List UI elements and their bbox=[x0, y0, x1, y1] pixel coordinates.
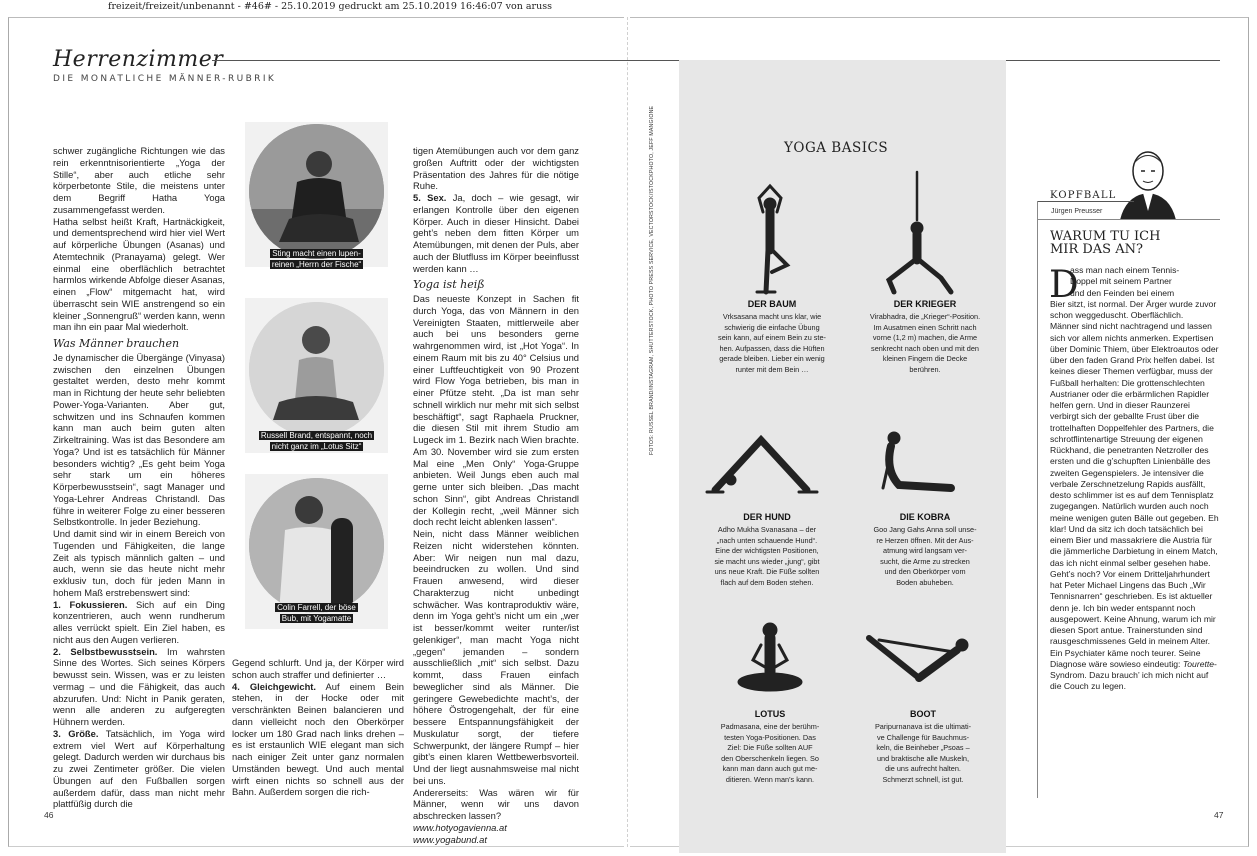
pose-name: BOOT bbox=[910, 709, 936, 719]
list-item-text: Im wahrsten Sinne des Wortes. Sich seines Körpers bewusst sein. Wissen, was er zu leisten vermag – und die Fähigkeit, das auch abzurufen. Und: Nicht in Panik geraten, wenn alle anderen zu aufgeregten Hühnern werden. bbox=[53, 645, 225, 727]
print-slug: freizeit/freizeit/unbenannt - #46# - 25.10.2019 gedruckt am 25.10.2019 16:46:07 von aruss bbox=[108, 1, 552, 12]
photo-russell-brand bbox=[245, 298, 388, 453]
paragraph: Je dynamischer die Übergänge (Vinyasa) zwischen den einzelnen Übungen gestaltet werden, desto mehr kommt man in Richtung der heute sehr beliebten Power-Yoga-Varianten. Aber gut, schwitzen und ins Schnaufen kommen kann man auch beim guten alten Zirkeltraining. Was ist das Besondere am Yoga? Und ist es tatsächlich für Männer besonders wichtig? „Es geht beim Yoga sehr stark um ein höheres Körperbewusstsein“, sagt Manager und Yoga-Lehrer Andreas Christandl. Das führe in weiterer Folge zu einer besseren Selbstkontrolle. In jeder Beziehung. bbox=[53, 351, 225, 528]
photo-colin-farrell bbox=[245, 474, 388, 629]
article-column-2 bbox=[232, 657, 404, 798]
column-border bbox=[1037, 201, 1038, 798]
warrior-pose-illustration bbox=[889, 172, 951, 292]
list-item-text: Ja, doch – wie gesagt, wir erlangen Kontrolle über den eigenen Körper. Auch in dieser Hinsicht. Dabei geht’s neben dem fitten Körper um Atemübungen, mit denen der Puls, aber auch der Blutfluss im Körper beeinflusst werden kann … bbox=[413, 192, 579, 274]
section-subtitle: DIE MONATLICHE MÄNNER-RUBRIK bbox=[53, 74, 277, 84]
pose-name: DIE KOBRA bbox=[899, 512, 951, 522]
list-item bbox=[413, 192, 579, 274]
paragraph: Bier sitzt, ist normal. Der Ärger wurde zuvor schon weggeduscht. Oberflächlich. bbox=[1050, 298, 1217, 320]
photo-sting bbox=[245, 122, 388, 267]
subheading: Was Männer brauchen bbox=[53, 337, 180, 350]
list-item bbox=[53, 599, 225, 646]
pose-name: DER HUND bbox=[743, 512, 791, 522]
column-rule bbox=[1037, 219, 1220, 220]
subheading: Yoga ist heiß bbox=[413, 278, 485, 292]
page-number-right: 47 bbox=[1214, 810, 1224, 820]
list-item-label: 1. Fokussieren. bbox=[53, 598, 128, 610]
paragraph: Das neueste Konzept in Sachen fit durch Yoga, das von Männern in den Vereinigten Staaten, mittlerweile aber auch bei uns besonders gerne wahrgenommen wird, ist „Hot Yoga“. In einem Raum mit bis zu 40° Celsius und einer Luftfeuchtigkeit von 90 Prozent wird Flow Yoga betrieben, bis man in einer Pfütze steht. „Da ist man sehr schnell wirklich nur mehr mit sich selbst beschäftigt“, sagt Raphaela Pruckner, die diesen Stil mit ihrem Studio am Lugeck im 1. Bezirk nach Wien brachte. Am 30. November wird sie zum ersten Mal eine „Men Only“ Yoga-Gruppe anbieten. Weil Jungs eben auch mal gerne unter sich bleiben. „Das macht schon Sinn“, gibt Andreas Christandl der Kollegin recht, „weil Männer sich doch recht leicht ablenken lassen“. bbox=[413, 293, 579, 528]
downward-dog-illustration bbox=[707, 440, 817, 492]
yoga-basics-title: YOGA BASICS bbox=[784, 140, 889, 156]
boat-pose-illustration bbox=[869, 638, 968, 678]
list-item-text: Auf einem Bein stehen, in der Hocke oder mit verschränkten Beinen balancieren und dann vielleicht noch den Oberkörper locker um 180 Grad nach links drehen – es ist erstaunlich WIE elegant man sich nach einiger Zeit unter ganz normalen Umständen bewegt. Und auch mental wirft einen nichts so schnell aus der Bahn. Außerdem sorgen die rich- bbox=[232, 680, 404, 798]
column-label: KOPFBALL bbox=[1050, 190, 1117, 201]
pose-description: Adho Mukha Svanasana – der „nach unten schauende Hund“. Eine der wichtigsten Positionen, sie macht uns wieder „jung“, gibt uns neue Kraft. Die Füße sollten flach auf dem Boden stehen. bbox=[714, 525, 820, 587]
list-item-label: 4. Gleichgewicht. bbox=[232, 680, 317, 692]
paragraph: Nein, nicht dass Männer weiblichen Reizen nicht widerstehen könnten. Aber: Wir neigen nun mal dazu, beeindrucken zu wollen. Und sind Frauen anwesend, wird dieser Charakterzug nicht unbedingt schwächer. Was kontraproduktiv wäre, denn im Yoga geht’s nicht um ein „wer ist besser/kommt weiter runter/ist gelenkiger“, man macht Yoga nicht „gegen“ jemanden – sondern ausschließlich „mit“ sich selbst. Dazu kommt, dass Frauen einfach beweglicher sind als Männer. Die geringere Gewebedichte macht’s, der höhere Östrogengehalt, der für eine bessere Entspannungsfähigkeit der Muskulatur sorgt, der tiefere Schwerpunkt, der längere Rumpf – hier gibt’s einen klaren Wettbewerbsvorteil. Und der liegt ausnahmsweise mal nicht bei uns. bbox=[413, 528, 579, 786]
pose-description: Virabhadra, die „Krieger“-Position. Im Ausatmen einen Schritt nach vorne (1,2 m) machen, die Arme senkrecht nach oben und mit den kleinen Fingern die Decke berühren. bbox=[869, 312, 981, 374]
russell-brand-figure-image bbox=[249, 302, 384, 437]
list-item-label: 2. Selbstbewusstsein. bbox=[53, 645, 158, 657]
article-column-1 bbox=[53, 145, 225, 810]
photo-credit: FOTOS: RUSSEL BRAND/INSTAGRAM, SHUTTERSTOCK, PHOTO PRESS SERVICE, VECTORSTOCK/ISTOCKPHOTO, JEFF MANGIONE bbox=[649, 105, 655, 455]
sting-figure-image bbox=[249, 124, 384, 259]
pose-name: DER KRIEGER bbox=[893, 299, 957, 309]
list-item-label: 3. Größe. bbox=[53, 727, 99, 739]
pose-description: Paripurnanava ist die ultimati- ve Challenge für Bauchmus- keln, die Beinheber „Psoas – und braktische alle Muskeln, die uns aufrecht halten. Schmerzt schnell, ist gut. bbox=[874, 722, 972, 784]
paragraph: Männer sind nicht nachtragend und lassen sich vor allem nichts anmerken. Expertisen über Dominic Thiem, über Elektroautos oder über den faden Grand Prix helfen dabei. Ist keines dieser Themen verfügbar, muss der Fußball herhalten: Die grottenschlechten Austrianer oder die erbärmlichen Rapidler helfen gern. Und in dieser Raunzerei verbirgt sich der geballte Frust über die trottelhaften Doppelfehler des Partners, die schrotflintenartige Streuung der eigenen Rückhand, die penetranten Netzroller des ersten und die g’schupften Linienbälle des zweiten Gegenspielers. Je intensiver die verbale Zerschnetzelung Rapids ausfällt, desto schlimmer ist es auf dem Tennisplatz zugegangen. Natürlich wurden auch noch meine wenigen guten Bälle out gegeben. Eh klar! Und da sitz ich doch tatsächlich bei einem Bier und massakriere die Austria für die jämmerliche Darbietung in einem Match, das ich nicht einmal selber gesehen habe. Geht’s noch? Vor einem Dritteljahrhundert hat Peter Michael Lingens das Buch „Wir Tennisnarren“ geschrieben. Es ist aktueller denn je. Ich bin weder entspannt noch ausgepowert. Keine Ahnung, warum ich mir diesen Sport antue. Trainerstunden sind rausgeschmissenes Geld in meinem Alter. Ein Psychiater käme noch teurer. Seine Diagnose wäre sowieso eindeutig: Tourette-Syndrom. Dazu brauch’ ich mich nicht auf die Couch zu legen. bbox=[1050, 321, 1219, 692]
paragraph: Und damit sind wir in einem Bereich von Tugenden und Fähigkeiten, die lange Zeit als typisch männlich galten – und auch, wenn sie das heute nicht mehr exklusiv tun, doch für jeden Mann in hohem Maß erstrebenswert sind: bbox=[53, 528, 225, 598]
paragraph: Gegend schlurft. Und ja, der Körper wird schon auch straffer und definierter … bbox=[232, 657, 404, 680]
list-item-text: Tatsächlich, im Yoga wird extrem viel Wert auf Körperhaltung gelegt. Dadurch werden wir durchaus bis zu zwei Zentimeter größer. Die vielen Übungen auf den Fußballen sorgen außerdem dafür, dass man nicht mehr plattfüßig durch die bbox=[53, 727, 225, 810]
drop-cap: D bbox=[1049, 263, 1079, 306]
paragraph: Andererseits: Was wären wir für Männer, wenn wir uns davon abschrecken lassen? bbox=[413, 786, 579, 821]
author-portrait bbox=[1118, 145, 1178, 220]
lotus-pose-illustration bbox=[738, 623, 802, 691]
paragraph: Hatha selbst heißt Kraft, Hartnäckigkeit, und dementsprechend wird hier viel Wert auf körperliche Übungen (Asanas) und Atemtechnik (Pranayama) gelegt. Wer einmal eine oberflächlich betrachtet harmlos wirkende Abfolge dieser Asanas, einen „Flow“ mitgemacht hat, wird überrascht sein WIE anstrengend so ein kleiner „Sonnengruß“ werden kann, wenn man ihn ein paar Mal wiederholt. bbox=[53, 215, 225, 333]
pose-name: LOTUS bbox=[754, 709, 786, 719]
yoga-illustrations bbox=[679, 60, 1006, 760]
photo-circle bbox=[249, 478, 384, 613]
list-item bbox=[53, 728, 225, 810]
web-link[interactable]: www.yogabund.at bbox=[413, 833, 488, 845]
section-title: Herrenzimmer bbox=[53, 47, 224, 72]
pose-description: Goo Jang Gahs Anna soll unse- re Herzen öffnen. Mit der Aus- atmung wird langsam ver- sucht, die Arme zu strecken und den Oberkörper vom Boden abuheben. bbox=[873, 525, 977, 587]
column-headline: WARUM TU ICH MIR DAS AN? bbox=[1050, 229, 1161, 257]
list-item bbox=[232, 681, 404, 799]
paragraph: tigen Atemübungen auch vor dem ganz großen Auftritt oder der wichtigsten Präsentation des Jahres für die nötige Ruhe. bbox=[413, 145, 579, 192]
list-item-text: Sich auf ein Ding konzentrieren, auch wenn rundherum alles verrückt spielt. Ein Ziel haben, es nicht aus den Augen verlieren. bbox=[53, 598, 225, 645]
author-name: Jürgen Preusser bbox=[1051, 208, 1103, 215]
pose-name: DER BAUM bbox=[747, 299, 797, 309]
list-item-label: 5. Sex. bbox=[413, 192, 447, 203]
colin-farrell-figure-image bbox=[249, 478, 384, 613]
photo-circle bbox=[249, 124, 384, 259]
cobra-pose-illustration bbox=[883, 432, 951, 488]
page-number-left: 46 bbox=[44, 810, 54, 820]
column-rule bbox=[1037, 201, 1134, 202]
page-gutter bbox=[627, 17, 628, 847]
photo-circle bbox=[249, 302, 384, 437]
photo-caption: Sting macht einen lupen- reinen „Herrn der Fische“ bbox=[271, 249, 362, 269]
paragraph: schwer zugängliche Richtungen wie das rein erkenntnisorientierte „Yoga der Stille“, aber auch etliche sehr körperbetonte Stile, die meistens unter dem Begriff Hatha Yoga zusammengefasst werden. bbox=[53, 145, 225, 215]
pose-description: Vrksasana macht uns klar, wie schwierig die einfache Übung sein kann, auf einem Bein zu ste- hen. Aufpassen, dass die Hüften gerade bleiben. Lieber ein wenig runter mit dem Bein … bbox=[718, 312, 826, 374]
column-body: ass man nach einem Tennis- Doppel mit seinem Partner und den Feinden bei einem Bier sitzt, ist normal. Der Ärger wurde zuvor schon weggeduscht. Oberflächlich. Männer sind nicht nachtragend und lassen sich vor allem nichts anmerken. Expertisen über Dominic Thiem, über Elektroautos oder über den faden Grand Prix helfen dabei. Ist keines dieser Themen verfügbar, muss der Fußball herhalten: Die grottenschlechten Austrianer oder die erbärmlichen Rapidler helfen gern. Und in dieser Raunzerei verbirgt sich der geballte Frust über die trottelhaften Doppelfehler des Partners, die schrotflintenartige Streuung der eigenen Rückhand, die penetranten Netzroller des ersten und die g’schupften Linienbälle des zweiten Gegenspielers. Je intensiver die verbale Zerschnetzelung Rapids ausfällt, desto schlimmer ist es auf dem Tennisplatz zugegangen. Natürlich wurden auch noch meine wenigen guten Bälle out gegeben. Eh klar! Und da sitz ich doch tatsächlich bei einem Bier und massakriere die Austria für die jämmerliche Darbietung in einem Match, das ich nicht einmal selber gesehen habe. Geht’s noch? Vor einem Dritteljahrhundert hat Peter Michael Lingens das Buch „Wir Tennisnarren“ geschrieben. Es ist aktueller denn je. Ich bin weder entspannt noch ausgepowert. Keine Ahnung, warum ich mir diesen Sport antue. Trainerstunden sind rausgeschmissenes Geld in meinem Alter. Ein Psychiater käme noch teurer. Seine Diagnose wäre sowieso eindeutig: Tourette-Syndrom. Dazu brauch’ ich mich nicht auf die Couch zu legen. bbox=[1050, 265, 1219, 692]
list-item bbox=[53, 646, 225, 728]
article-column-3 bbox=[413, 145, 579, 845]
photo-caption: Colin Farrell, der böse Bub, mit Yogamatte bbox=[277, 603, 356, 623]
tree-pose-illustration bbox=[757, 186, 787, 292]
pose-description: Padmasana, eine der berühm- testen Yoga-Positionen. Das Ziel: Die Füße sollten AUF den Oberschenkeln liegen. So kann man dann auch gut me- ditieren. Wenn man’s kann. bbox=[720, 722, 820, 784]
photo-caption: Russell Brand, entspannt, noch nicht ganz im „Lotus Sitz“ bbox=[260, 431, 373, 451]
web-link[interactable]: www.hotyogavienna.at bbox=[413, 821, 507, 833]
